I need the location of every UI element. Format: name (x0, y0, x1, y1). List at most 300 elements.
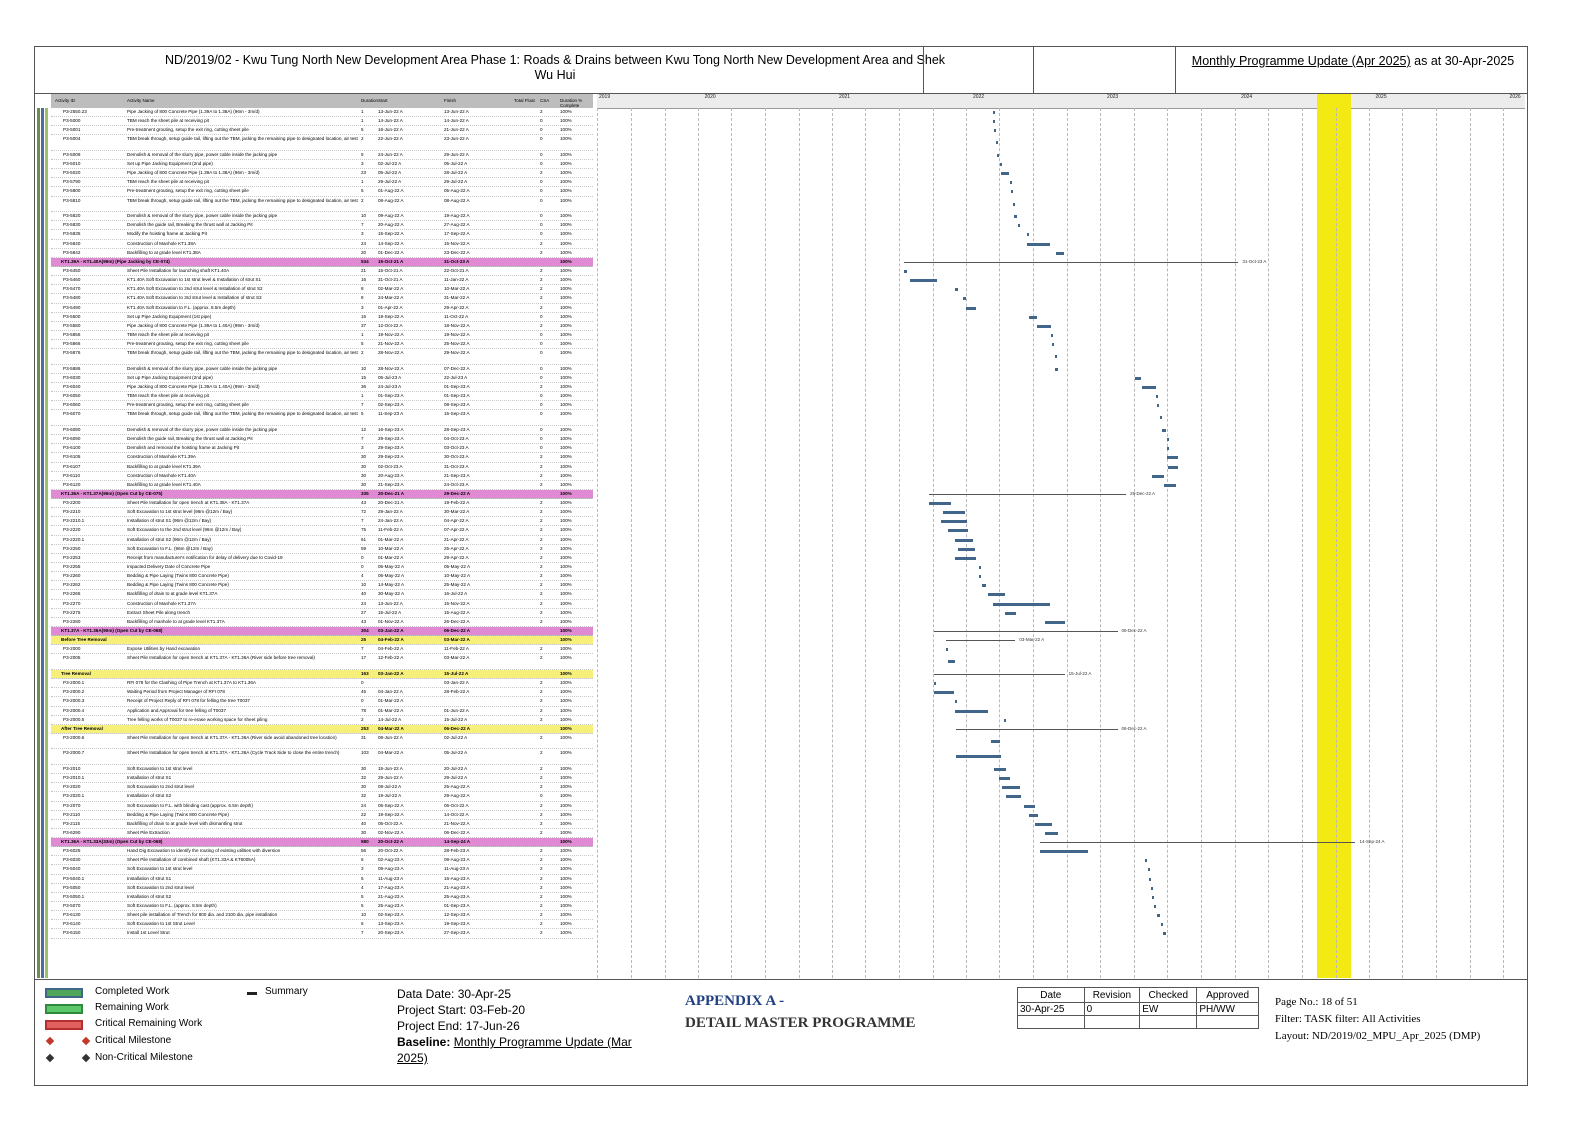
table-row[interactable] (51, 929, 593, 938)
summary-bar[interactable] (929, 494, 1126, 495)
table-row[interactable] (51, 304, 593, 313)
cell-start: 05-Sep-22 A (378, 802, 404, 808)
filter-info: Filter: TASK filter: All Activities (1275, 1013, 1421, 1025)
table-row[interactable] (51, 554, 593, 563)
table-row[interactable] (51, 875, 593, 884)
activity-bar[interactable] (1157, 404, 1159, 407)
cell-id: P3-2000.1 (63, 680, 85, 686)
activity-bar[interactable] (1142, 386, 1156, 389)
activity-bar[interactable] (955, 700, 957, 703)
table-row[interactable] (51, 697, 593, 706)
table-row[interactable] (51, 331, 593, 340)
cell-finish: 05-Jul-22 A (444, 161, 468, 167)
table-row[interactable] (51, 884, 593, 893)
cell-dur: 30 (361, 454, 367, 460)
activity-bar[interactable] (1167, 447, 1169, 450)
column-header[interactable]: Duration % Complete (560, 98, 583, 108)
cell-id: P3-5876 (63, 350, 81, 356)
cell-pct: 100% (560, 646, 572, 652)
group-row[interactable] (51, 258, 593, 267)
cell-pct: 100% (560, 716, 572, 722)
activity-bar[interactable] (1164, 484, 1176, 487)
cell-dur: 2 (361, 716, 364, 722)
cell-pct: 100% (560, 582, 572, 588)
cell-pct: 100% (560, 445, 572, 451)
table-row[interactable] (51, 187, 593, 196)
cell-dur: 32 (361, 775, 367, 781)
activity-bar[interactable] (1168, 466, 1179, 469)
activity-bar[interactable] (1163, 932, 1166, 935)
table-row[interactable] (51, 435, 593, 444)
activity-bar[interactable] (934, 691, 954, 694)
table-row[interactable] (51, 856, 593, 865)
activity-bar[interactable] (994, 129, 996, 132)
cell-name: KT1.39A - KT1.40A(99m) (Pipe Jacking by CE-074) (61, 258, 170, 264)
cell-csa: 2 (540, 820, 543, 826)
cell-id: P3-5840 (63, 240, 81, 246)
cell-name: Soft Excavation to F.L. with blinding cast (approx. 6.5m depth) (127, 802, 253, 808)
critical-milestone-icon (46, 1037, 54, 1045)
table-row[interactable] (51, 749, 593, 765)
table-row[interactable] (51, 829, 593, 838)
activity-bar[interactable] (999, 777, 1010, 780)
table-row[interactable] (51, 679, 593, 688)
table-row[interactable] (51, 463, 593, 472)
cell-csa: 2 (540, 921, 543, 927)
cell-csa: 2 (540, 170, 543, 176)
table-row[interactable] (51, 572, 593, 581)
gridline (1167, 108, 1168, 978)
activity-bar[interactable] (1160, 416, 1162, 419)
cell-start: 19-Jul-22 A (378, 793, 402, 799)
cell-name: Installation of strut S2 (96m @12m / Bay) (127, 536, 212, 542)
group-row[interactable] (51, 725, 593, 734)
table-row[interactable] (51, 590, 593, 599)
table-row[interactable] (51, 221, 593, 230)
activity-bar[interactable] (993, 603, 1050, 606)
table-row[interactable] (51, 517, 593, 526)
cell-start: 13-Jun-22 A (378, 600, 403, 606)
cell-start: 02-Oct-23 A (378, 463, 403, 469)
activity-bar[interactable] (1027, 243, 1050, 246)
table-row[interactable] (51, 126, 593, 135)
activity-bar[interactable] (979, 566, 981, 569)
activity-bar[interactable] (1037, 325, 1051, 328)
table-row[interactable] (51, 340, 593, 349)
cell-name: Application and Approval for tree felling of T0037 (127, 707, 227, 713)
table-row[interactable] (51, 410, 593, 426)
header-divider (1033, 47, 1034, 93)
activity-bar[interactable] (1156, 395, 1158, 398)
table-row[interactable] (51, 802, 593, 811)
cell-id: P3-5790 (63, 179, 81, 185)
table-row[interactable] (51, 716, 593, 725)
table-row[interactable] (51, 313, 593, 322)
activity-bar[interactable] (1027, 233, 1029, 236)
legend-critical-milestone: Critical Milestone (95, 1035, 172, 1046)
table-row[interactable] (51, 117, 593, 126)
table-row[interactable] (51, 618, 593, 627)
table-row[interactable] (51, 920, 593, 929)
cell-id: P3-5050 (63, 884, 81, 890)
cell-id: P3-6450 (63, 267, 81, 273)
cell-finish: 28-Jul-22 A (444, 170, 468, 176)
activity-bar[interactable] (1004, 719, 1006, 722)
cell-csa: 2 (540, 848, 543, 854)
table-row[interactable] (51, 820, 593, 829)
cell-name: Soft Excavation to F.L. (96m @12m / Bay) (127, 545, 213, 551)
baseline (397, 1034, 647, 1066)
group-row[interactable] (51, 670, 593, 679)
summary-bar[interactable] (934, 674, 1065, 675)
cell-dur: 61 (361, 536, 367, 542)
activity-bar[interactable] (1148, 868, 1150, 871)
table-row[interactable] (51, 600, 593, 609)
cell-name: TBM break through, setup guide rail, lifting out the TBM, jacking the remaining pipe to designated location, air test (127, 411, 358, 417)
table-row[interactable] (51, 609, 593, 618)
cell-start: 01-Nov-22 A (378, 618, 404, 624)
cell-start: 04-Feb-22 A (378, 646, 404, 652)
table-row[interactable] (51, 581, 593, 590)
group-row[interactable] (51, 490, 593, 499)
cell-pct: 100% (560, 527, 572, 533)
activity-bar[interactable] (1162, 429, 1166, 432)
table-row[interactable] (51, 374, 593, 383)
table-row[interactable] (51, 792, 593, 801)
activity-bar[interactable] (991, 740, 1000, 743)
cell-id: P3-6100 (63, 445, 81, 451)
cell-dur: 30 (361, 472, 367, 478)
cell-dur: 3 (361, 304, 364, 310)
cell-start: 02-Sep-23 A (378, 912, 404, 918)
cell-dur: 5 (361, 151, 364, 157)
table-row[interactable] (51, 893, 593, 902)
cell-dur: 1 (361, 179, 364, 185)
cell-pct: 100% (560, 109, 572, 114)
timescale-year: 2020 (704, 94, 716, 100)
activity-bar[interactable] (993, 120, 995, 123)
cell-start: 24-Jan-22 A (378, 518, 403, 524)
activity-bar[interactable] (1056, 252, 1064, 255)
summary-bar[interactable] (904, 262, 1238, 263)
table-row[interactable] (51, 847, 593, 856)
activity-bar[interactable] (955, 557, 977, 560)
table-row[interactable] (51, 645, 593, 654)
table-row[interactable] (51, 444, 593, 453)
column-header[interactable]: Activity ID (55, 98, 76, 103)
activity-bar[interactable] (946, 648, 949, 651)
column-header[interactable]: Finish (444, 98, 457, 103)
activity-bar[interactable] (1045, 621, 1065, 624)
cell-id: P3-5020 (63, 170, 81, 176)
table-row[interactable] (51, 536, 593, 545)
table-row[interactable] (51, 563, 593, 572)
cell-dur: 24 (361, 802, 367, 808)
table-row[interactable] (51, 285, 593, 294)
activity-bar[interactable] (958, 548, 975, 551)
cell-pct: 100% (560, 136, 572, 142)
activity-bar[interactable] (963, 297, 966, 300)
cell-start: 05-Oct-22 A (378, 820, 403, 826)
activity-bar[interactable] (1002, 786, 1020, 789)
activity-bar[interactable] (979, 575, 981, 578)
summary-bar[interactable] (934, 631, 1118, 632)
cell-csa: 2 (540, 811, 543, 817)
summary-bar[interactable] (1040, 842, 1355, 843)
cell-id: P3-6080 (63, 426, 81, 432)
activity-bar[interactable] (1152, 475, 1164, 478)
activity-bar[interactable] (1011, 190, 1013, 193)
cell-id: P3-6060 (63, 402, 81, 408)
table-row[interactable] (51, 169, 593, 178)
group-row[interactable] (51, 838, 593, 847)
activity-bar[interactable] (955, 539, 974, 542)
table-row[interactable] (51, 911, 593, 920)
activity-bar[interactable] (1001, 172, 1009, 175)
cell-start: 19-Sep-22 A (378, 811, 404, 817)
group-row[interactable] (51, 627, 593, 636)
cell-pct: 100% (560, 545, 572, 551)
activity-bar[interactable] (1167, 456, 1178, 459)
table-row[interactable] (51, 392, 593, 401)
table-row[interactable] (51, 151, 593, 160)
table-row[interactable] (51, 865, 593, 874)
activity-bar[interactable] (904, 270, 907, 273)
cell-name: Pre-treatment grouting, setup the exit ring, cutting sheet pile (127, 127, 249, 133)
gridline (1336, 108, 1337, 978)
table-row[interactable] (51, 508, 593, 517)
group-row[interactable] (51, 636, 593, 645)
summary-bar[interactable] (946, 640, 1016, 641)
cell-csa: 2 (540, 734, 543, 740)
cell-name: KT1.40A Soft Excavation to F.L. (approx. 8.5m depth) (127, 304, 236, 310)
cell-name: Backfilling of drain to at grade level KT1.37A (127, 591, 218, 597)
activity-bar[interactable] (1161, 923, 1163, 926)
table-row[interactable] (51, 249, 593, 258)
activity-bar[interactable] (1018, 224, 1021, 227)
table-row[interactable] (51, 526, 593, 535)
activity-bar[interactable] (1167, 438, 1169, 441)
activity-bar[interactable] (948, 660, 955, 663)
activity-bar[interactable] (1024, 805, 1035, 808)
cell-start: 14-May-22 A (378, 582, 405, 588)
activity-bar[interactable] (948, 529, 968, 532)
activity-bar[interactable] (941, 520, 967, 523)
cell-id: P3-6025 (63, 848, 81, 854)
cell-start: 01-Mar-22 A (378, 536, 404, 542)
cell-csa: 0 (540, 127, 543, 133)
table-row[interactable] (51, 108, 593, 117)
activity-bar[interactable] (996, 141, 998, 144)
cell-name: KT1.40A Soft Excavation to 1st strut level & Installation of strut S1 (127, 277, 262, 283)
table-row[interactable] (51, 481, 593, 490)
table-row[interactable] (51, 401, 593, 410)
cell-csa: 2 (540, 784, 543, 790)
activity-bar[interactable] (929, 502, 951, 505)
cell-id: P3-6120 (63, 481, 81, 487)
cell-csa: 0 (540, 118, 543, 124)
cell-id: P3-2000 (63, 646, 81, 652)
cell-finish: 25-May-22 A (444, 582, 471, 588)
table-row[interactable] (51, 774, 593, 783)
table-row[interactable] (51, 349, 593, 365)
activity-bar[interactable] (955, 710, 989, 713)
activity-bar[interactable] (943, 511, 965, 514)
table-row[interactable] (51, 783, 593, 792)
cell-csa: 2 (540, 277, 543, 283)
cell-dur: 25 (361, 637, 367, 643)
activity-bar[interactable] (1029, 316, 1037, 319)
table-row[interactable] (51, 707, 593, 716)
cell-name: Set up Pipe Jacking Equipment (2nd pipe) (127, 161, 213, 167)
cell-dur: 1 (361, 393, 364, 399)
cell-pct: 100% (560, 322, 572, 328)
table-row[interactable] (51, 654, 593, 670)
table-row[interactable] (51, 472, 593, 481)
cell-pct: 100% (560, 161, 572, 167)
activity-bar[interactable] (988, 593, 1005, 596)
activity-bar[interactable] (982, 584, 986, 587)
cell-name: Expose Utilities by Hand excavation (127, 646, 201, 652)
cell-dur: 0 (361, 554, 364, 560)
table-row[interactable] (51, 545, 593, 554)
table-row[interactable] (51, 160, 593, 169)
cell-csa: 2 (540, 384, 543, 390)
column-header[interactable]: Start (378, 98, 388, 103)
activity-bar[interactable] (1013, 203, 1015, 206)
cell-dur: 75 (361, 527, 367, 533)
cell-id: P3-5460 (63, 277, 81, 283)
table-row[interactable] (51, 426, 593, 435)
cell-finish: 10-Mar-22 A (444, 286, 470, 292)
table-row[interactable] (51, 294, 593, 303)
activity-bar[interactable] (1154, 905, 1157, 908)
activity-bar[interactable] (1151, 887, 1153, 890)
cell-id: P3-2000.3 (63, 698, 85, 704)
cell-finish: 05-May-22 A (444, 564, 471, 570)
cell-name: Construction of Manhole KT1.38A (127, 240, 196, 246)
activity-bar[interactable] (1029, 814, 1038, 817)
activity-bar[interactable] (1055, 368, 1058, 371)
header-divider (1175, 47, 1176, 93)
cell-dur: 40 (361, 820, 367, 826)
cell-start: 01-Dec-22 A (378, 249, 404, 255)
activity-bar[interactable] (956, 755, 1001, 758)
table-row[interactable] (51, 276, 593, 285)
cell-start: 19-Sep-22 A (378, 313, 404, 319)
gridline (966, 108, 967, 978)
noncritical-milestone-icon (46, 1054, 54, 1062)
cell-start: 09-Aug-22 A (378, 213, 404, 219)
cell-pct: 100% (560, 591, 572, 597)
cell-start: 15-Jul-22 A (378, 609, 402, 615)
activity-bar[interactable] (966, 307, 976, 310)
cell-csa: 0 (540, 331, 543, 337)
cell-finish: 07-Apr-22 A (444, 527, 469, 533)
activity-bar[interactable] (1145, 859, 1147, 862)
cell-pct: 100% (560, 628, 572, 634)
column-header[interactable]: Total Float (514, 98, 535, 103)
activity-bar[interactable] (1149, 878, 1151, 881)
table-row[interactable] (51, 135, 593, 151)
activity-bar[interactable] (994, 768, 1007, 771)
cell-csa: 2 (540, 802, 543, 808)
table-row[interactable] (51, 811, 593, 820)
activity-bar[interactable] (1051, 334, 1053, 337)
gridline (1503, 108, 1504, 978)
cell-finish: 06-Dec-22 A (444, 628, 471, 634)
cell-dur: 0 (361, 680, 364, 686)
column-header[interactable]: Activity Name (127, 98, 155, 103)
cell-id: P3-2005 (63, 655, 81, 661)
table-row[interactable] (51, 688, 593, 697)
activity-bar[interactable] (910, 279, 936, 282)
cell-pct: 100% (560, 188, 572, 194)
table-row[interactable] (51, 178, 593, 187)
column-header[interactable]: CSA (540, 98, 550, 103)
column-header[interactable]: Duration (361, 98, 379, 103)
table-row[interactable] (51, 365, 593, 374)
cell-start: 14-Sep-22 A (378, 240, 404, 246)
cell-finish: 14-Oct-22 A (444, 811, 469, 817)
summary-finish-label: 14-Sep-24 A (1359, 838, 1385, 844)
table-row[interactable] (51, 197, 593, 213)
summary-bar[interactable] (956, 729, 1118, 730)
cell-id: P3-5842 (63, 249, 81, 255)
activity-bar[interactable] (955, 288, 958, 291)
cell-id: P3-2550.23 (63, 109, 87, 114)
page-info (1275, 994, 1480, 1045)
activity-bar[interactable] (1045, 832, 1057, 835)
table-row[interactable] (51, 240, 593, 249)
cell-dur: 2 (361, 350, 364, 356)
table-row[interactable] (51, 734, 593, 750)
activity-bar[interactable] (1157, 914, 1161, 917)
cell-name: Soft Excavation to 2nd strut level (127, 784, 194, 790)
activity-bar[interactable] (1152, 896, 1154, 899)
activity-bar[interactable] (1000, 163, 1002, 166)
activity-bar[interactable] (997, 154, 999, 157)
table-row[interactable] (51, 765, 593, 774)
cell-dur: 4 (361, 573, 364, 579)
activity-bar[interactable] (1005, 612, 1016, 615)
table-row[interactable] (51, 267, 593, 276)
activity-bar[interactable] (1052, 343, 1054, 346)
activity-table (51, 94, 593, 978)
activity-bar[interactable] (1014, 215, 1018, 218)
activity-bar[interactable] (1006, 795, 1021, 798)
table-row[interactable] (51, 230, 593, 239)
activity-bar[interactable] (934, 682, 936, 685)
activity-bar[interactable] (1035, 823, 1052, 826)
table-row[interactable] (51, 453, 593, 462)
table-row[interactable] (51, 322, 593, 331)
activity-bar[interactable] (1040, 850, 1088, 853)
activity-bar[interactable] (1010, 181, 1012, 184)
activity-bar[interactable] (1055, 355, 1057, 358)
cell-pct: 100% (560, 277, 572, 283)
table-row[interactable] (51, 902, 593, 911)
data-date: Data Date: 30-Apr-25 (397, 987, 512, 1001)
cell-finish: 15-Sep-23 A (444, 411, 470, 417)
activity-bar[interactable] (1135, 377, 1141, 380)
table-row[interactable] (51, 212, 593, 221)
cell-start: 01-Sep-23 A (378, 393, 404, 399)
activity-bar[interactable] (993, 111, 995, 114)
table-row[interactable] (51, 383, 593, 392)
cell-csa: 0 (540, 197, 543, 203)
table-row[interactable] (51, 499, 593, 508)
